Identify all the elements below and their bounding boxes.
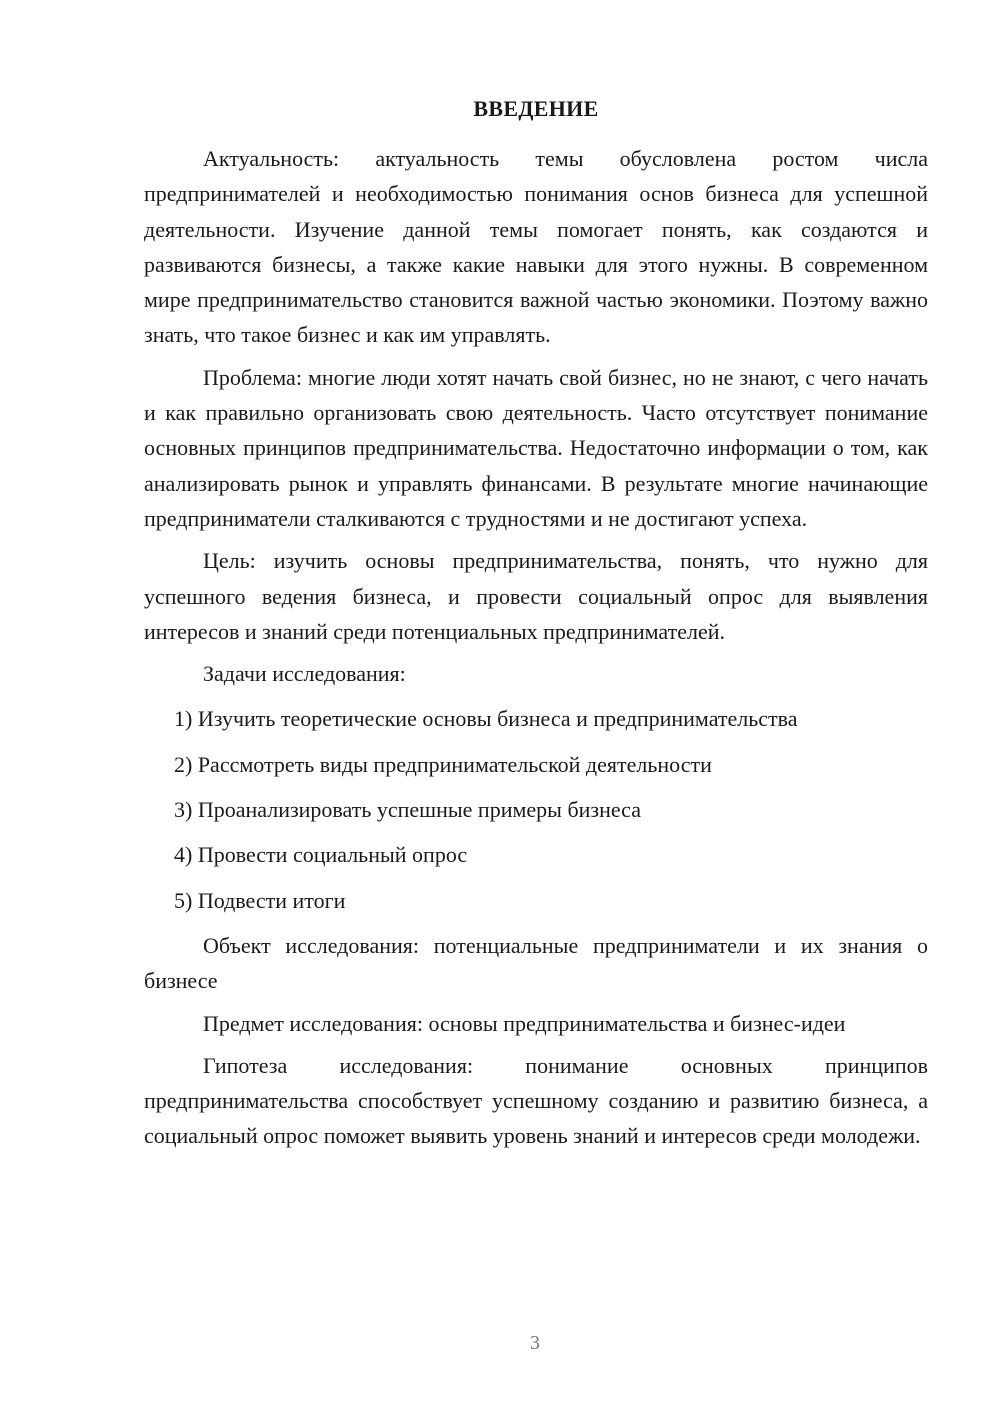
subject-paragraph: Предмет исследования: основы предпринимательства и бизнес-идеи — [203, 1010, 846, 1036]
task-item: 1) Изучить теоретические основы бизнеса и предпринимательства — [174, 706, 798, 732]
problem-paragraph: Проблема: многие люди хотят начать свой бизнес, но не знают, с чего начать и как правильно организовать свою деятельность. Часто отсутствует понимание основных принципов предпринимательства. Недостаточно информации о том, как анализировать рынок и управлять финансами. В результате многие начинающие предприниматели сталкиваются с трудностями и не достигают успеха. — [144, 364, 928, 531]
goal-paragraph: Цель: изучить основы предпринимательства, понять, что нужно для успешного ведения бизнеса, и провести социальный опрос для выявления интересов и знаний среди потенциальных предпринимателей. — [144, 548, 928, 644]
page-content — [144, 141, 928, 1161]
page-title: ВВЕДЕНИЕ — [473, 96, 599, 121]
tasks-list — [144, 701, 928, 917]
object-paragraph: Объект исследования: потенциальные предприниматели и их знания о бизнесе — [144, 932, 928, 994]
task-item: 5) Подвести итоги — [174, 887, 346, 913]
tasks-heading: Задачи исследования: — [203, 661, 406, 687]
task-item: 4) Провести социальный опрос — [174, 842, 468, 868]
relevance-paragraph: Актуальность: актуальность темы обусловлена ростом числа предпринимателей и необходимостью понимания основ бизнеса для успешной деятельности. Изучение данной темы помогает понять, как создаются и развиваются бизнесы, а также какие навыки для этого нужны. В современном мире предпринимательство становится важной частью экономики. Поэтому важно знать, что такое бизнес и как им управлять. — [144, 146, 928, 348]
page-number: 3 — [530, 1332, 540, 1354]
task-item: 3) Проанализировать успешные примеры бизнеса — [174, 797, 641, 823]
task-item: 2) Рассмотреть виды предпринимательской деятельности — [174, 751, 712, 777]
hypothesis-paragraph: Гипотеза исследования: понимание основных принципов предпринимательства способствует успешному созданию и развитию бизнеса, а социальный опрос поможет выявить уровень знаний и интересов среди молодежи. — [144, 1052, 928, 1149]
